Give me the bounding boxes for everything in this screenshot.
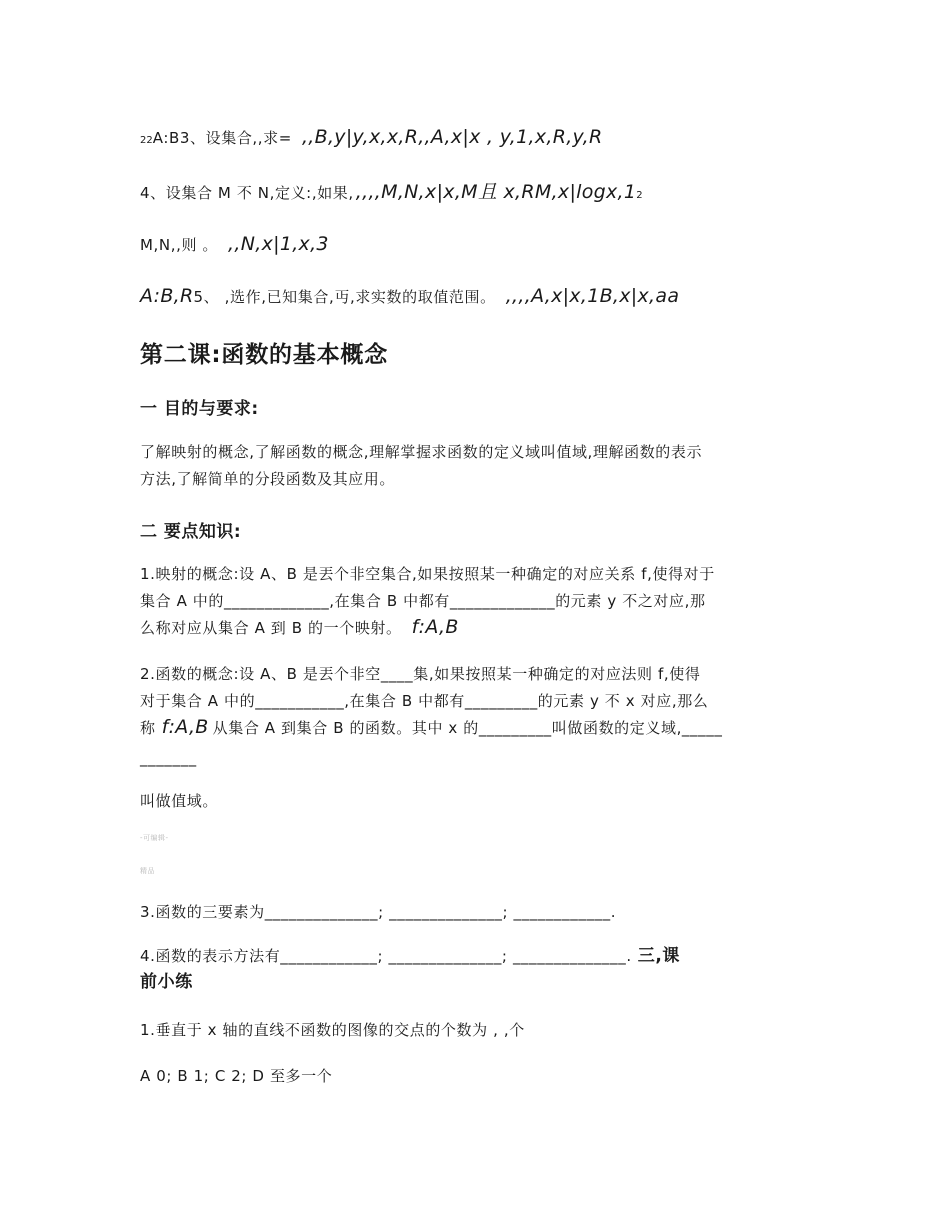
- paragraph-line: [140, 714, 722, 741]
- paragraph-line: 了解映射的概念,了解函数的概念,理解掌握求函数的定义域叫值域,理解函数的表示: [140, 443, 703, 461]
- paragraph-line: 叫做值域。: [140, 792, 219, 810]
- paragraph-line: 方法,了解简单的分段函数及其应用。: [140, 470, 395, 488]
- math-expression: A:B,R: [140, 285, 194, 307]
- text-line-3: [140, 231, 329, 258]
- paragraph-line: 集合 A 中的_____________,在集合 B 中都有_____________的元素 y 不之对应,那: [140, 592, 706, 610]
- watermark-text: 精品: [140, 867, 155, 875]
- math-expression: ,,,,A,x|x,1B,x|x,aa: [505, 285, 680, 307]
- paragraph-line: _______: [140, 749, 197, 767]
- line-text: 4、设集合 M 不 N,定义:,如果,: [140, 184, 354, 202]
- subscript: 2: [636, 190, 643, 201]
- paragraph-line: 对于集合 A 中的___________,在集合 B 中都有_________的元素 y 不 x 对应,那么: [140, 692, 709, 710]
- section-heading-practice: 三,课: [637, 946, 680, 966]
- paragraph-line: 3.函数的三要素为______________; ______________; ____________.: [140, 903, 617, 921]
- paragraph-line: [140, 969, 193, 995]
- line-text: 从集合 A 到集合 B 的函数。其中 x 的_________叫做函数的定义域,_____: [212, 719, 723, 737]
- math-expression: ,,N,x|1,x,3: [228, 233, 329, 255]
- line-text: 么称对应从集合 A 到 B 的一个映射。: [140, 619, 402, 637]
- text-line-1: [140, 124, 602, 154]
- watermark-text: -可编辑-: [140, 834, 169, 842]
- line-text: 称: [140, 719, 156, 737]
- text-line-2: [140, 179, 643, 209]
- section-heading-practice-cont: 前小练: [140, 972, 193, 992]
- math-expression: ,,,,M,N,x|x,M且 x,RM,x|logx,1: [355, 181, 637, 203]
- text-line-4: [140, 283, 679, 310]
- question-options: A 0; B 1; C 2; D 至多一个: [140, 1067, 333, 1085]
- paragraph-line: [140, 614, 459, 641]
- line-text: M,N,,则 。: [140, 236, 219, 254]
- paragraph-line: 1.映射的概念:设 A、B 是丟个非空集合,如果按照某一种确定的对应关系 f,使得对于: [140, 565, 715, 583]
- line-text: 4.函数的表示方法有____________; ______________; ______________.: [140, 947, 632, 965]
- math-expression: f:A,B: [411, 616, 459, 638]
- paragraph-line: 2.函数的概念:设 A、B 是丟个非空____集,如果按照某一种确定的对应法则 f,使得: [140, 665, 701, 683]
- math-expression: f:A,B: [161, 716, 209, 738]
- question-text: 1.垂直于 x 轴的直线不函数的图像的交点的个数为 , ,个: [140, 1021, 525, 1039]
- section-heading-knowledge: 二 要点知识:: [140, 522, 242, 542]
- line-text: A:B3、设集合,,求=: [152, 129, 292, 147]
- line-text: 5、 ,选作,已知集合,丏,求实数的取值范围。: [193, 288, 496, 306]
- lesson-title: 第二课:函数的基本概念: [140, 342, 388, 368]
- paragraph-line: [140, 943, 680, 969]
- superscript: 22: [140, 135, 153, 146]
- math-expression: ,,B,y|y,x,x,R,,A,x|x , y,1,x,R,y,R: [301, 126, 603, 148]
- section-heading-goals: 一 目的与要求:: [140, 399, 259, 419]
